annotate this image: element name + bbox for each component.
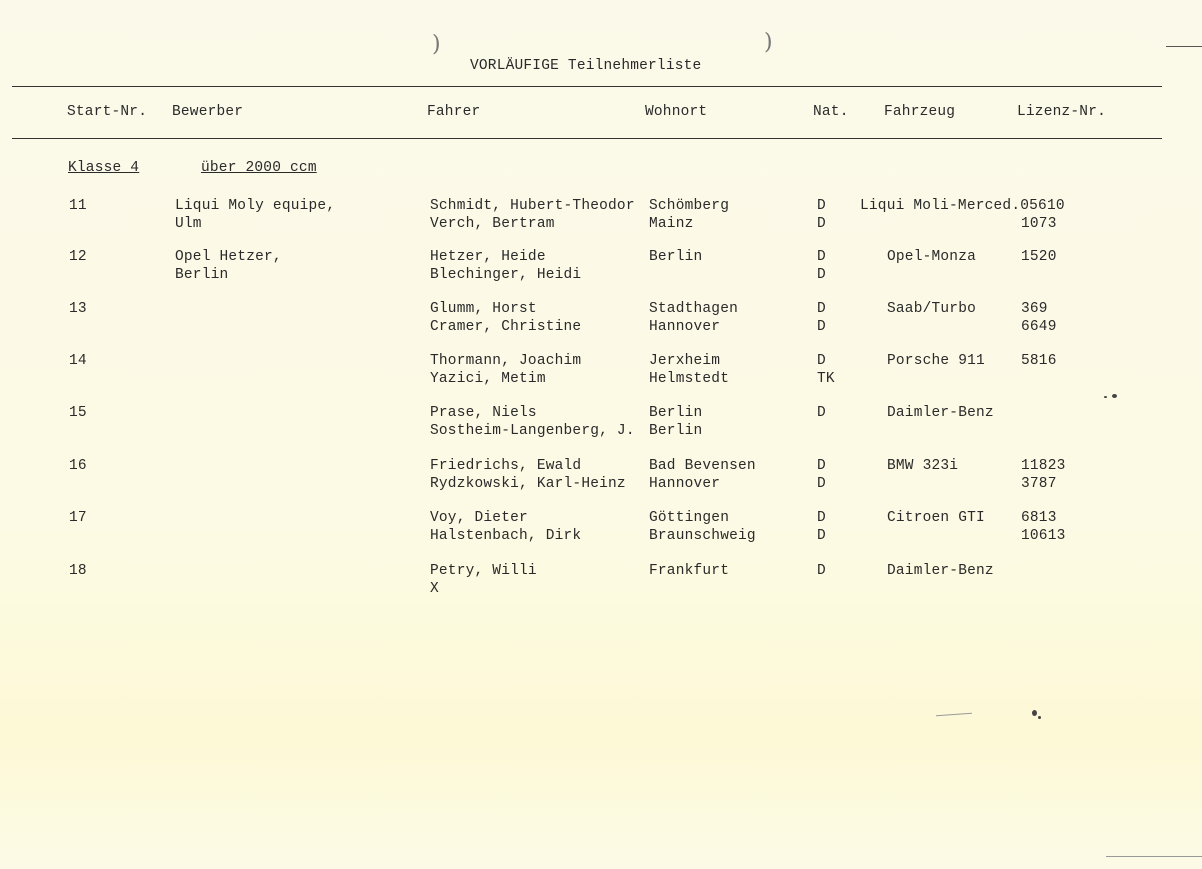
entry-lizenz: 1520: [1021, 249, 1057, 265]
entry-lizenz: 369: [1021, 301, 1048, 317]
entry-lizenz: 11823: [1021, 458, 1066, 474]
col-header-bewerber: Bewerber: [172, 104, 244, 120]
entry-start-nr: 15: [69, 405, 87, 421]
entry-lizenz: 10613: [1021, 527, 1066, 544]
entry-wohnort: Berlin: [649, 405, 703, 421]
entry-nat: D: [817, 475, 826, 492]
entry-fahrer: Blechinger, Heidi: [430, 266, 582, 283]
punch-mark-left: ): [432, 32, 441, 57]
entry-lizenz: 6813: [1021, 510, 1057, 526]
entry-nat: TK: [817, 370, 835, 387]
entry-nat: D: [817, 353, 826, 369]
entry-wohnort: Berlin: [649, 422, 703, 439]
entry-fahrer: Halstenbach, Dirk: [430, 527, 582, 544]
scan-stroke: [1166, 46, 1202, 47]
entry-wohnort: Berlin: [649, 249, 703, 265]
entry-wohnort: Frankfurt: [649, 563, 730, 579]
entry-fahrzeug: Daimler-Benz: [887, 563, 994, 579]
entry-lizenz: 1073: [1021, 215, 1057, 232]
entry-fahrzeug: BMW 323i: [887, 458, 959, 474]
entry-nat: D: [817, 527, 826, 544]
col-header-fahrzeug: Fahrzeug: [884, 104, 956, 120]
col-header-start-nr: Start-Nr.: [67, 104, 148, 120]
entry-start-nr: 13: [69, 301, 87, 317]
entry-nat: D: [817, 198, 826, 214]
entry-wohnort: Braunschweig: [649, 527, 756, 544]
entry-fahrer: Glumm, Horst: [430, 301, 537, 317]
entry-nat: D: [817, 563, 826, 579]
entry-bewerber: Opel Hetzer,: [175, 249, 282, 265]
entry-start-nr: 12: [69, 249, 87, 265]
scan-stroke: [1106, 856, 1202, 857]
entry-nat: D: [817, 301, 826, 317]
entry-wohnort: Göttingen: [649, 510, 730, 526]
entry-fahrer: X: [430, 580, 439, 597]
entry-wohnort: Jerxheim: [649, 353, 721, 369]
entry-nat: D: [817, 249, 826, 265]
entry-start-nr: 18: [69, 563, 87, 579]
entry-wohnort: Stadthagen: [649, 301, 739, 317]
entry-fahrzeug: Citroen GTI: [887, 510, 985, 526]
entry-nat: D: [817, 266, 826, 283]
entry-wohnort: Mainz: [649, 215, 694, 232]
entry-fahrzeug: Liqui Moli-Merced.: [860, 198, 1021, 214]
entry-start-nr: 14: [69, 353, 87, 369]
entry-lizenz: 3787: [1021, 475, 1057, 492]
entry-lizenz: 5816: [1021, 353, 1057, 369]
scan-speck: [1104, 396, 1107, 398]
entry-wohnort: Hannover: [649, 475, 721, 492]
scan-speck: [1032, 710, 1037, 716]
entry-bewerber: Ulm: [175, 215, 202, 232]
entry-start-nr: 11: [69, 198, 87, 214]
scan-stroke: [936, 713, 972, 717]
entry-nat: D: [817, 215, 826, 232]
entry-lizenz: 05610: [1020, 198, 1065, 214]
entry-nat: D: [817, 405, 826, 421]
entry-wohnort: Helmstedt: [649, 370, 730, 387]
entry-fahrer: Rydzkowski, Karl-Heinz: [430, 475, 626, 492]
entry-fahrzeug: Daimler-Benz: [887, 405, 994, 421]
entry-fahrer: Thormann, Joachim: [430, 353, 582, 369]
class-description: über 2000 ccm: [201, 160, 317, 176]
punch-mark-right: ): [764, 30, 773, 55]
entry-fahrzeug: Saab/Turbo: [887, 301, 977, 317]
entry-fahrer: Verch, Bertram: [430, 215, 555, 232]
entry-fahrer: Prase, Niels: [430, 405, 537, 421]
col-header-lizenz: Lizenz-Nr.: [1017, 104, 1107, 120]
entry-start-nr: 17: [69, 510, 87, 526]
entry-nat: D: [817, 510, 826, 526]
entry-fahrer: Yazici, Metim: [430, 370, 546, 387]
entry-wohnort: Bad Bevensen: [649, 458, 756, 474]
col-header-nat: Nat.: [813, 104, 849, 120]
entry-fahrer: Cramer, Christine: [430, 318, 582, 335]
entry-nat: D: [817, 318, 826, 335]
entry-fahrer: Sostheim-Langenberg, J.: [430, 422, 635, 439]
entry-fahrer: Petry, Willi: [430, 563, 537, 579]
header-bottom-rule: [12, 138, 1162, 139]
entry-bewerber: Liqui Moly equipe,: [175, 198, 336, 214]
entry-fahrer: Voy, Dieter: [430, 510, 528, 526]
header-top-rule: [12, 86, 1162, 87]
entry-fahrer: Schmidt, Hubert-Theodor: [430, 198, 635, 214]
entry-fahrer: Hetzer, Heide: [430, 249, 546, 265]
page-title: VORLÄUFIGE Teilnehmerliste: [470, 58, 702, 74]
entry-wohnort: Hannover: [649, 318, 721, 335]
col-header-fahrer: Fahrer: [427, 104, 481, 120]
col-header-wohnort: Wohnort: [645, 104, 708, 120]
entry-start-nr: 16: [69, 458, 87, 474]
scan-speck: [1038, 716, 1041, 719]
scan-speck: [1112, 394, 1117, 398]
entry-fahrzeug: Opel-Monza: [887, 249, 977, 265]
class-label: Klasse 4: [68, 160, 140, 176]
entry-bewerber: Berlin: [175, 266, 229, 283]
entry-wohnort: Schömberg: [649, 198, 730, 214]
entry-lizenz: 6649: [1021, 318, 1057, 335]
entry-fahrer: Friedrichs, Ewald: [430, 458, 582, 474]
entry-fahrzeug: Porsche 911: [887, 353, 985, 369]
entry-nat: D: [817, 458, 826, 474]
